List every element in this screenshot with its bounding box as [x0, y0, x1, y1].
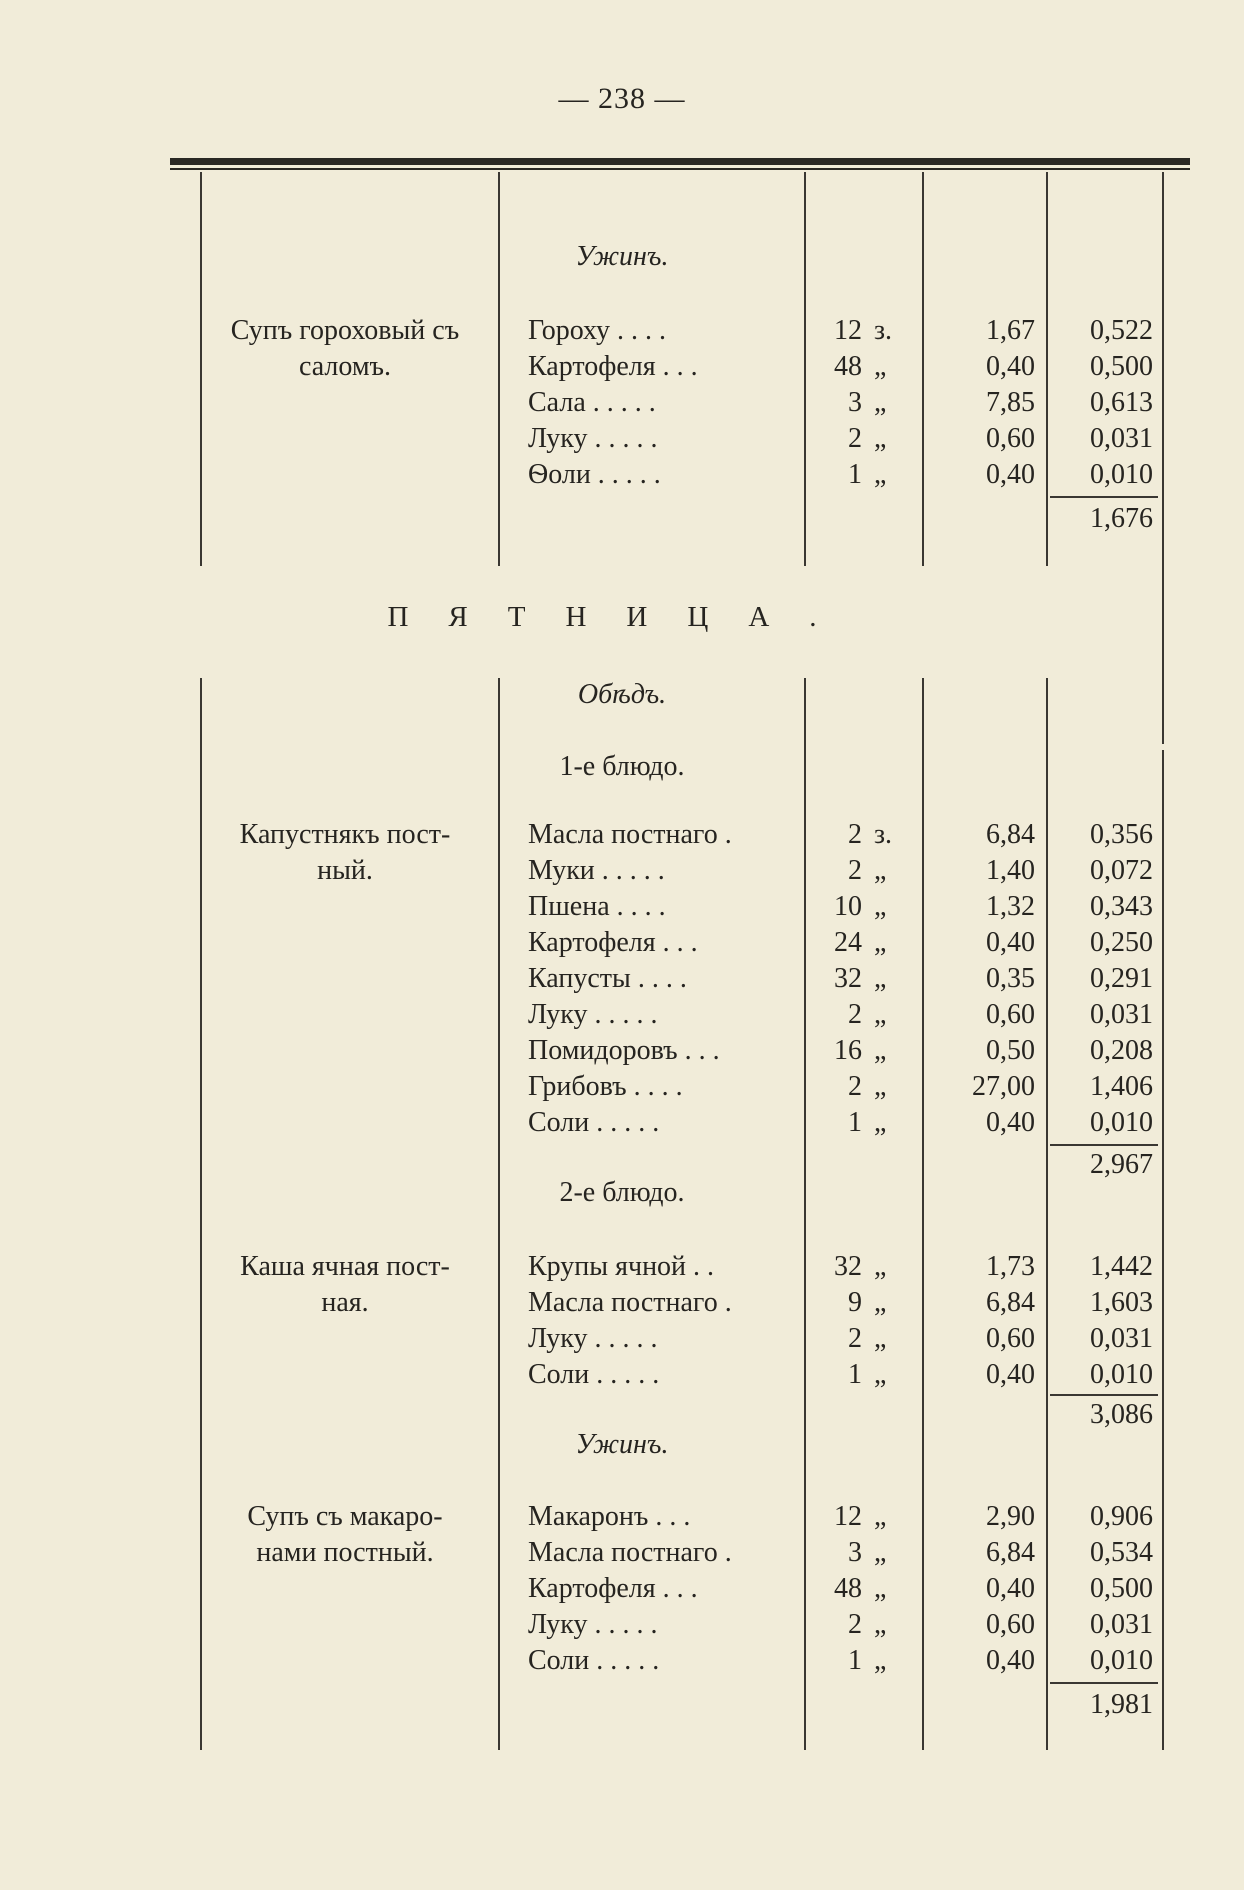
column-line [498, 172, 500, 566]
ingredient-cost: 0,343 [1090, 891, 1153, 922]
ingredient-price: 0,40 [986, 1573, 1035, 1604]
subtotal-rule [1050, 496, 1158, 498]
ingredient-name: Луку . . . . . [528, 1609, 658, 1640]
ingredient-qty: 48 [834, 1573, 862, 1604]
day-title: ПЯТНИЦА. [387, 601, 857, 633]
ingredient-qty: 1 [848, 1359, 862, 1390]
ingredient-unit: „ [874, 1107, 887, 1138]
dish-name: саломъ. [298, 351, 392, 382]
ingredient-price: 1,32 [986, 891, 1035, 922]
ingredient-price: 0,40 [986, 927, 1035, 958]
ingredient-cost: 0,072 [1090, 855, 1153, 886]
ingredient-name: Масла постнаго . [528, 1287, 732, 1318]
ingredient-name: Крупы ячной . . [528, 1251, 715, 1282]
ingredient-unit: „ [874, 1573, 887, 1604]
ingredient-cost: 0,534 [1090, 1537, 1153, 1568]
ingredient-unit: „ [874, 963, 887, 994]
ingredient-unit: „ [874, 459, 887, 490]
ingredient-unit: „ [874, 1645, 887, 1676]
ingredient-cost: 1,603 [1090, 1287, 1153, 1318]
ingredient-qty: 32 [834, 1251, 862, 1282]
ingredient-qty: 2 [848, 1323, 862, 1354]
ingredient-qty: 1 [848, 1645, 862, 1676]
dish-name: Капустнякъ пост- [239, 819, 451, 850]
ingredient-name: Соли . . . . . [528, 1645, 660, 1676]
ingredient-cost: 0,250 [1090, 927, 1153, 958]
subtotal-rule [1050, 1144, 1158, 1146]
dish-name: ная. [321, 1287, 369, 1318]
ingredient-unit: „ [874, 927, 887, 958]
ingredient-qty: 16 [834, 1035, 862, 1066]
ingredient-qty: 1 [848, 459, 862, 490]
ingredient-qty: 32 [834, 963, 862, 994]
subtotal: 1,676 [1090, 503, 1153, 534]
ingredient-price: 0,35 [986, 963, 1035, 994]
ingredient-qty: 2 [848, 999, 862, 1030]
dish-name: ный. [317, 855, 373, 886]
page-number: — 238 — [558, 82, 686, 115]
header-rule-thick [170, 158, 1190, 165]
meal-heading-supper: Ужинъ. [575, 1429, 669, 1460]
ingredient-qty: 12 [834, 315, 862, 346]
ingredient-name: Соли . . . . . [528, 1359, 660, 1390]
ingredient-unit: з. [874, 315, 893, 346]
subtotal: 2,967 [1090, 1149, 1153, 1180]
ingredient-price: 1,73 [986, 1251, 1035, 1282]
ingredient-qty: 24 [834, 927, 862, 958]
ingredient-price: 0,50 [986, 1035, 1035, 1066]
ingredient-cost: 0,010 [1090, 1107, 1153, 1138]
ingredient-name: Луку . . . . . [528, 423, 658, 454]
ingredient-cost: 0,031 [1090, 1323, 1153, 1354]
ingredient-unit: „ [874, 1323, 887, 1354]
ingredient-unit: „ [874, 1537, 887, 1568]
ingredient-unit: „ [874, 423, 887, 454]
column-line [922, 678, 924, 1750]
ingredient-name: Муки . . . . . [528, 855, 665, 886]
ingredient-cost: 0,031 [1090, 1609, 1153, 1640]
ingredient-name: Макаронъ . . . [528, 1501, 691, 1532]
ingredient-unit: „ [874, 1251, 887, 1282]
ingredient-cost: 0,906 [1090, 1501, 1153, 1532]
ingredient-name: Пшена . . . . [528, 891, 666, 922]
meal-heading-dinner: Обѣдъ. [577, 679, 667, 710]
ingredient-name: Капусты . . . . [528, 963, 687, 994]
ingredient-cost: 0,031 [1090, 999, 1153, 1030]
ingredient-cost: 0,522 [1090, 315, 1153, 346]
ingredient-cost: 0,010 [1090, 1359, 1153, 1390]
column-line [1046, 172, 1048, 566]
ingredient-unit: „ [874, 1071, 887, 1102]
ingredient-price: 6,84 [986, 1287, 1035, 1318]
subtotal: 3,086 [1090, 1399, 1153, 1430]
ingredient-name: Ѳоли . . . . . [528, 459, 661, 490]
dish-name: Каша ячная пост- [240, 1251, 450, 1282]
ingredient-name: Луку . . . . . [528, 999, 658, 1030]
ingredient-price: 6,84 [986, 819, 1035, 850]
ingredient-cost: 0,291 [1090, 963, 1153, 994]
dish-name: Супъ съ макаро- [247, 1501, 443, 1532]
ingredient-unit: „ [874, 1359, 887, 1390]
ingredient-unit: „ [874, 891, 887, 922]
ingredient-unit: „ [874, 387, 887, 418]
ingredient-name: Луку . . . . . [528, 1323, 658, 1354]
dish-name: Супъ гороховый съ [230, 315, 460, 346]
ingredient-qty: 48 [834, 351, 862, 382]
ingredient-unit: „ [874, 855, 887, 886]
column-line [1046, 678, 1048, 1750]
ingredient-qty: 10 [834, 891, 862, 922]
ingredient-name: Масла постнаго . [528, 1537, 732, 1568]
ingredient-cost: 0,356 [1090, 819, 1153, 850]
ingredient-qty: 1 [848, 1107, 862, 1138]
ingredient-cost: 0,500 [1090, 351, 1153, 382]
ingredient-price: 1,40 [986, 855, 1035, 886]
ingredient-qty: 2 [848, 423, 862, 454]
ingredient-name: Картофеля . . . [528, 1573, 698, 1604]
ingredient-name: Сала . . . . . [528, 387, 656, 418]
dish-name: нами постный. [256, 1537, 434, 1568]
ingredient-name: Картофеля . . . [528, 927, 698, 958]
column-line [498, 678, 500, 1750]
course-heading: 2-е блюдо. [559, 1177, 685, 1208]
ingredient-qty: 2 [848, 855, 862, 886]
ingredient-cost: 1,442 [1090, 1251, 1153, 1282]
ingredient-price: 0,40 [986, 1645, 1035, 1676]
ingredient-cost: 0,031 [1090, 423, 1153, 454]
ingredient-name: Соли . . . . . [528, 1107, 660, 1138]
ingredient-unit: „ [874, 1501, 887, 1532]
ingredient-price: 0,40 [986, 459, 1035, 490]
ingredient-price: 2,90 [986, 1501, 1035, 1532]
ingredient-cost: 0,010 [1090, 1645, 1153, 1676]
ingredient-qty: 2 [848, 1071, 862, 1102]
ingredient-name: Масла постнаго . [528, 819, 732, 850]
ingredient-unit: „ [874, 1609, 887, 1640]
ingredient-cost: 0,613 [1090, 387, 1153, 418]
ingredient-name: Картофеля . . . [528, 351, 698, 382]
ingredient-cost: 0,208 [1090, 1035, 1153, 1066]
ingredient-unit: „ [874, 999, 887, 1030]
ingredient-price: 1,67 [986, 315, 1035, 346]
ingredient-price: 0,60 [986, 999, 1035, 1030]
ingredient-price: 0,60 [986, 1323, 1035, 1354]
column-line [1162, 750, 1164, 1750]
ingredient-qty: 2 [848, 1609, 862, 1640]
ingredient-cost: 0,010 [1090, 459, 1153, 490]
column-line [922, 172, 924, 566]
ingredient-price: 0,40 [986, 1107, 1035, 1138]
ingredient-qty: 12 [834, 1501, 862, 1532]
column-line [200, 172, 202, 566]
course-heading: 1-е блюдо. [559, 751, 685, 782]
ingredient-cost: 1,406 [1090, 1071, 1153, 1102]
ingredient-price: 6,84 [986, 1537, 1035, 1568]
ingredient-name: Помидоровъ . . . [528, 1035, 720, 1066]
ingredient-unit: з. [874, 819, 893, 850]
ingredient-price: 0,60 [986, 423, 1035, 454]
ingredient-price: 0,60 [986, 1609, 1035, 1640]
ingredient-price: 0,40 [986, 351, 1035, 382]
ingredient-price: 27,00 [972, 1071, 1035, 1102]
ingredient-unit: „ [874, 1035, 887, 1066]
column-line [200, 678, 202, 1750]
subtotal: 1,981 [1090, 1689, 1153, 1720]
ingredient-qty: 3 [848, 1537, 862, 1568]
ingredient-price: 7,85 [986, 387, 1035, 418]
ingredient-qty: 2 [848, 819, 862, 850]
header-rule-thin [170, 168, 1190, 170]
ingredient-qty: 9 [848, 1287, 862, 1318]
ingredient-cost: 0,500 [1090, 1573, 1153, 1604]
ingredient-name: Грибовъ . . . . [528, 1071, 683, 1102]
subtotal-rule [1050, 1682, 1158, 1684]
subtotal-rule [1050, 1394, 1158, 1396]
ingredient-unit: „ [874, 351, 887, 382]
ingredient-qty: 3 [848, 387, 862, 418]
meal-heading-supper: Ужинъ. [575, 241, 669, 272]
ingredient-unit: „ [874, 1287, 887, 1318]
ingredient-price: 0,40 [986, 1359, 1035, 1390]
ingredient-name: Гороху . . . . [528, 315, 666, 346]
